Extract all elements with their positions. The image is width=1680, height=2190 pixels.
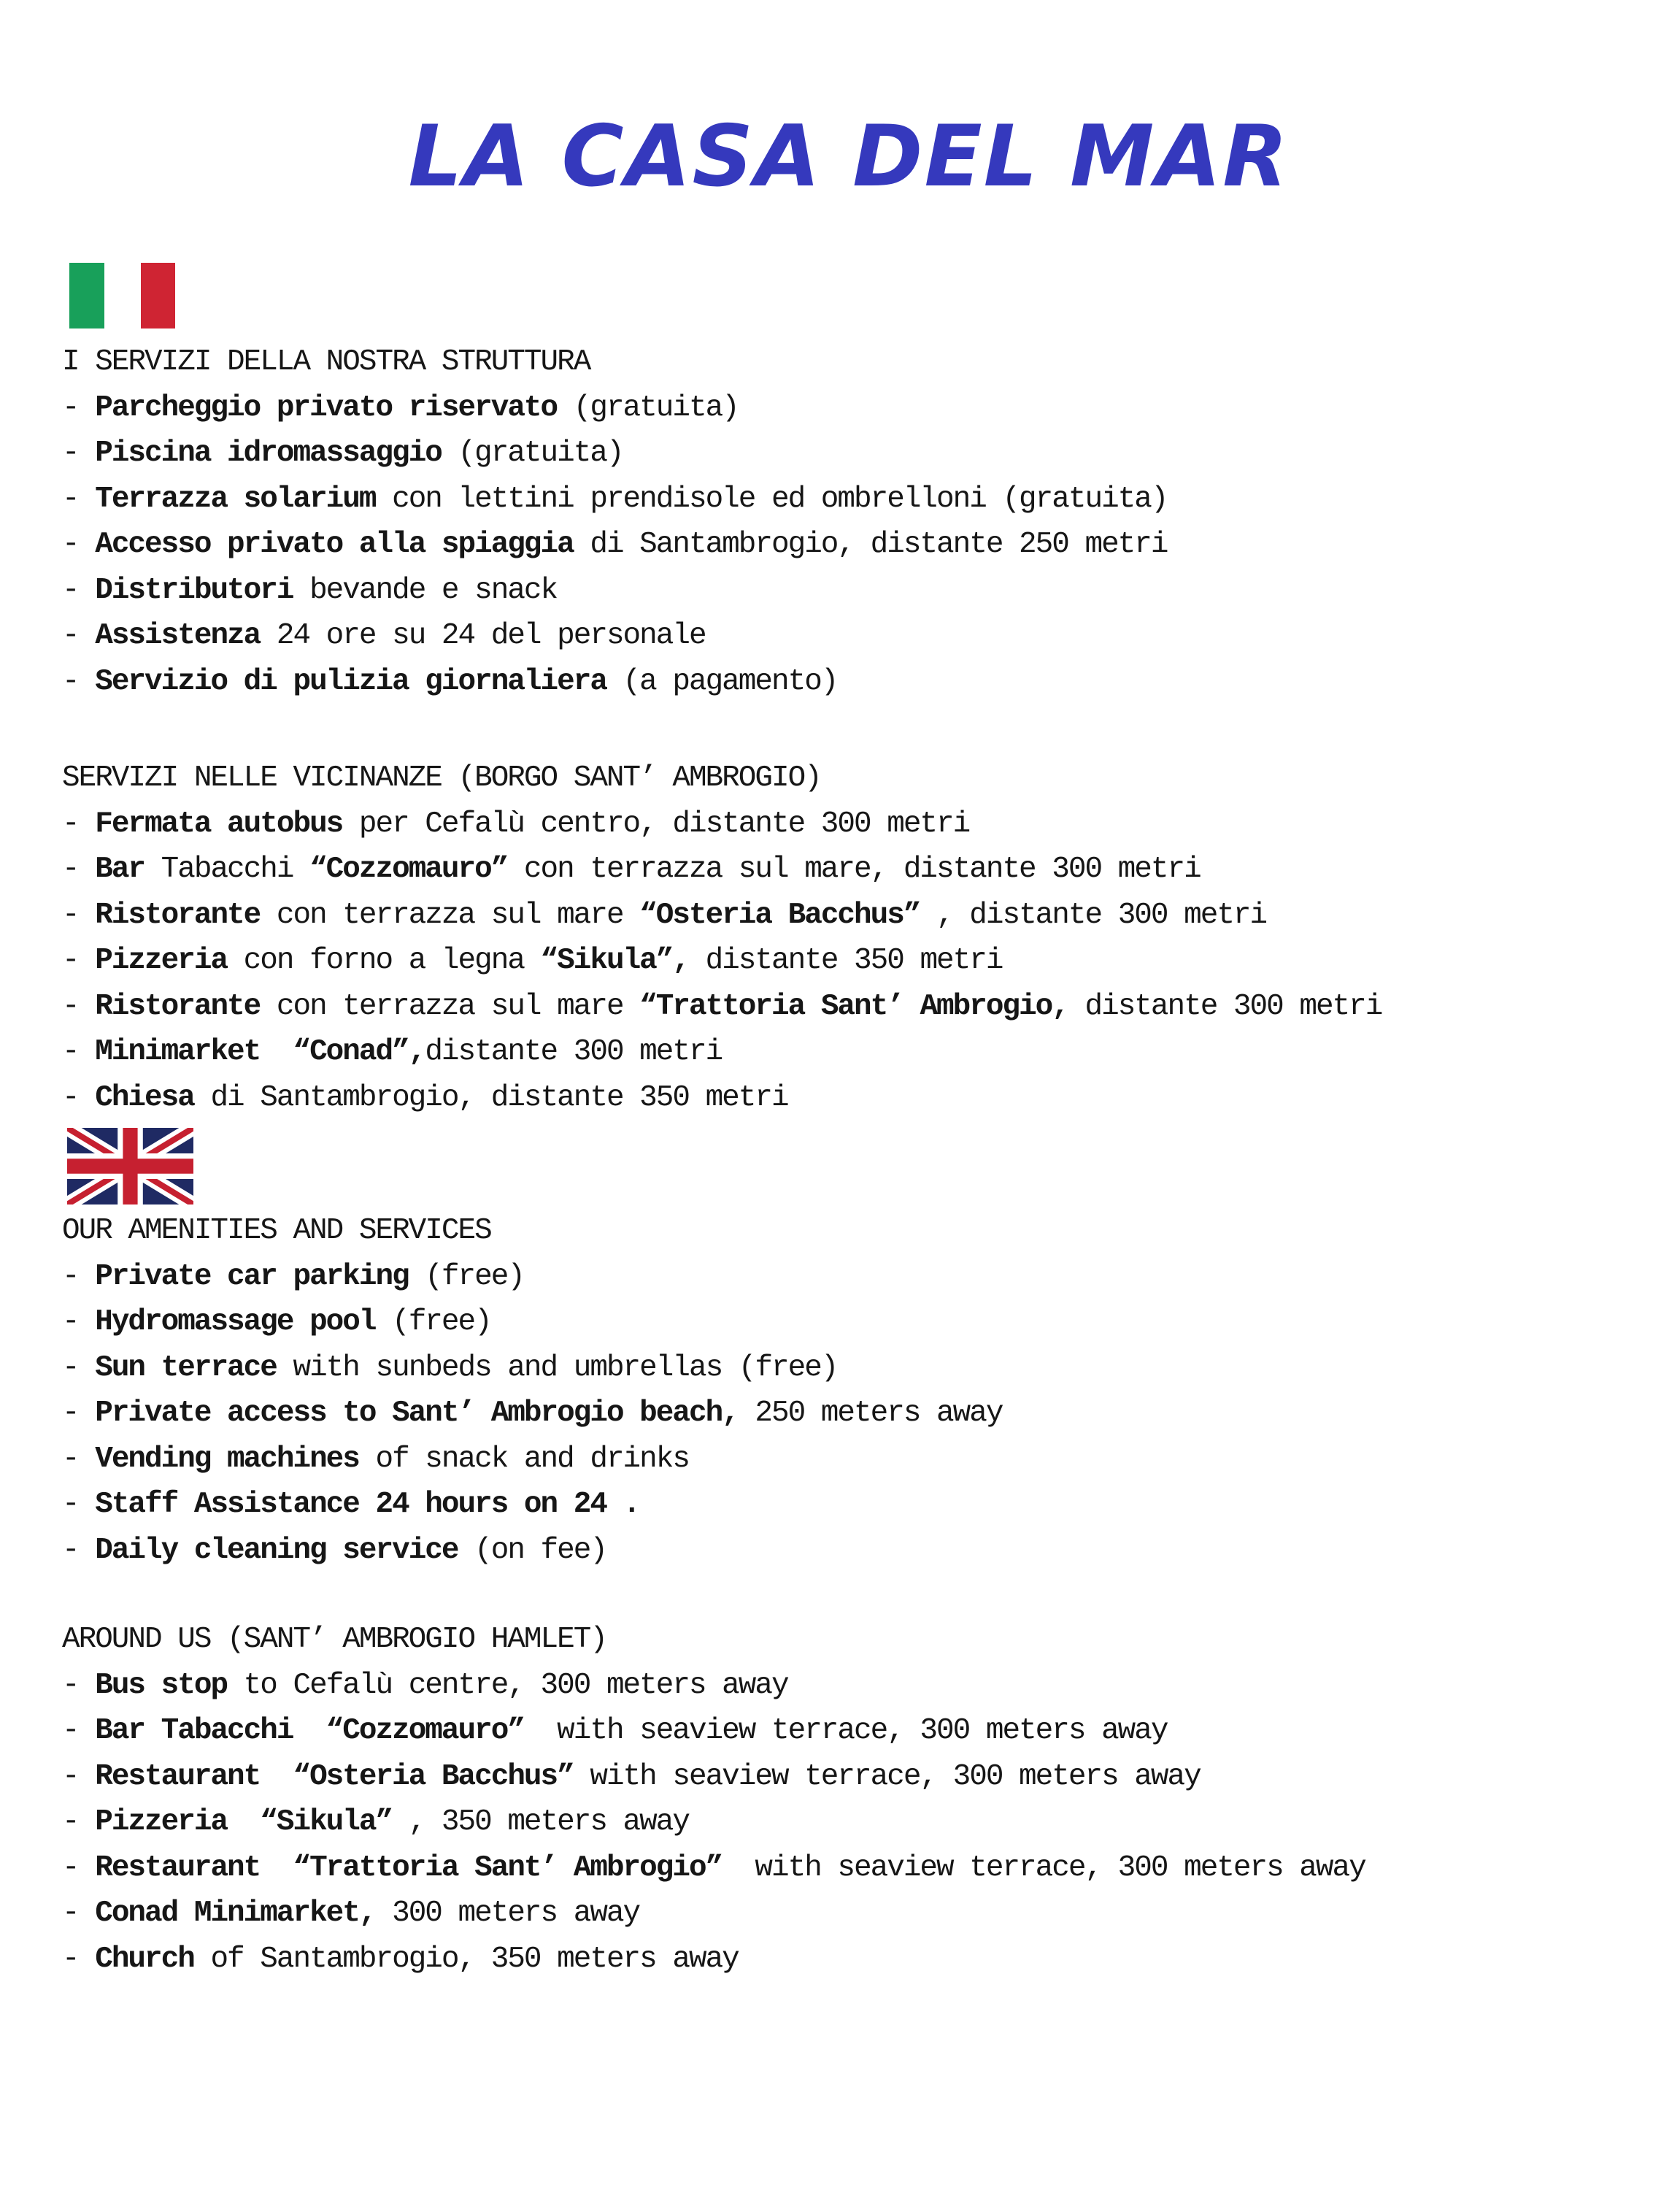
list-item-text: Distributori	[95, 573, 293, 607]
list-bullet: -	[62, 1714, 96, 1748]
list-item	[62, 1075, 1680, 1121]
list-bullet: -	[62, 989, 96, 1023]
list-item-text: Piscina idromassaggio	[95, 437, 442, 470]
list-item-text: to Cefalù centre, 300 meters away	[227, 1668, 788, 1702]
list-bullet: -	[62, 898, 96, 932]
list-bullet: -	[62, 391, 96, 425]
list-item-text: distante 300 metri	[425, 1035, 723, 1069]
list-item-text: Staff Assistance 24 hours on 24 .	[95, 1488, 640, 1521]
list-bullet: -	[62, 437, 96, 470]
italy-flag-green-stripe	[69, 263, 104, 328]
list-bullet: -	[62, 807, 96, 841]
list-item-text: with sunbeds and umbrellas (free)	[276, 1350, 838, 1385]
list-item	[62, 1937, 1680, 1983]
list-item-text: “Trattoria Sant’ Ambrogio,	[639, 989, 1068, 1023]
list-item-text: Pizzeria	[95, 944, 228, 977]
list-item-text: Restaurant “Trattoria Sant’ Ambrogio”	[95, 1851, 723, 1885]
section-item-list	[62, 802, 1680, 1121]
list-item-text: Ristorante	[95, 898, 261, 932]
list-item-text: Vending machines	[95, 1442, 359, 1476]
list-item-text: di Santambrogio, distante 350 metri	[193, 1080, 788, 1115]
list-bullet: -	[62, 528, 96, 561]
list-item-text: Servizio di pulizia giornaliera	[95, 664, 606, 699]
list-bullet: -	[62, 619, 96, 653]
list-bullet: -	[62, 664, 96, 699]
list-item	[62, 477, 1680, 523]
section-heading: AROUND US (SANT’ AMBROGIO HAMLET)	[62, 1623, 606, 1656]
list-item-text: (on fee)	[458, 1533, 606, 1567]
list-item	[62, 1345, 1680, 1391]
list-item-text: Chiesa	[95, 1080, 194, 1115]
list-item-text: (a pagamento)	[606, 664, 838, 699]
list-item-text: con lettini prendisole ed ombrelloni (gratuita)	[375, 482, 1168, 516]
list-item-text: , 350 meters away	[392, 1805, 689, 1839]
list-item-text: Sun terrace	[95, 1350, 277, 1385]
list-bullet: -	[62, 944, 96, 977]
list-item-text: distante 300 metri	[1068, 989, 1382, 1023]
section-it-nearby	[62, 756, 1680, 1121]
list-item-text: “Cozzomauro”	[309, 853, 508, 886]
list-item-text: Conad Minimarket,	[95, 1897, 376, 1930]
uk-flag-icon	[67, 1128, 193, 1204]
list-bullet: -	[62, 1035, 96, 1069]
list-item-text: Terrazza solarium	[95, 482, 376, 516]
italy-flag-white-stripe	[104, 263, 141, 328]
list-item	[62, 522, 1680, 568]
list-item-text: Bar	[95, 853, 145, 886]
list-item	[62, 1482, 1680, 1528]
list-item	[62, 1845, 1680, 1891]
list-item	[62, 1708, 1680, 1754]
list-item-text: Tabacchi	[145, 853, 310, 886]
list-item	[62, 568, 1680, 614]
list-bullet: -	[62, 1080, 96, 1115]
list-item-text: , distante 300 metri	[920, 898, 1267, 932]
list-item	[62, 613, 1680, 659]
list-item	[62, 659, 1680, 705]
section-en-services	[62, 1208, 1680, 1573]
list-item-text: con terrazza sul mare	[260, 989, 640, 1023]
list-item-text: (gratuita)	[441, 437, 623, 470]
list-item	[62, 431, 1680, 477]
italy-flag-icon	[69, 263, 175, 328]
list-bullet: -	[62, 482, 96, 516]
section-heading: SERVIZI NELLE VICINANZE (BORGO SANT’ AMBROGIO)	[62, 761, 821, 795]
list-bullet: -	[62, 1759, 96, 1794]
list-item-text: Fermata autobus	[95, 807, 343, 841]
list-item	[62, 1528, 1680, 1574]
list-item-text: Restaurant “Osteria Bacchus”	[95, 1759, 574, 1794]
list-bullet: -	[62, 1897, 96, 1930]
list-item	[62, 802, 1680, 848]
list-item-text: 24 ore su 24 del personale	[260, 619, 706, 653]
list-item	[62, 1029, 1680, 1075]
list-item-text: “Osteria Bacchus”	[639, 898, 920, 932]
section-en-around	[62, 1617, 1680, 1982]
list-bullet: -	[62, 1668, 96, 1702]
list-item	[62, 1437, 1680, 1483]
list-item	[62, 385, 1680, 431]
list-item-text: with seaview terrace, 300 meters away	[722, 1851, 1365, 1885]
list-bullet: -	[62, 1488, 96, 1521]
list-item-text: (free)	[375, 1305, 491, 1339]
list-bullet: -	[62, 1305, 96, 1339]
list-bullet: -	[62, 1259, 96, 1294]
list-bullet: -	[62, 1350, 96, 1385]
list-item-text: Parcheggio privato riservato	[95, 391, 558, 425]
list-item-text: (free)	[408, 1259, 524, 1294]
list-item-text: Church	[95, 1942, 194, 1976]
list-item-text: di Santambrogio, distante 250 metri	[573, 528, 1168, 561]
list-item	[62, 1799, 1680, 1845]
list-item-text: (gratuita)	[557, 391, 739, 425]
italy-flag-red-stripe	[141, 263, 175, 328]
section-item-list	[62, 1254, 1680, 1574]
list-item-text: 250 meters away	[738, 1396, 1003, 1430]
list-item-text: bevande e snack	[293, 573, 558, 607]
list-item	[62, 1391, 1680, 1437]
list-item	[62, 847, 1680, 893]
list-item	[62, 1299, 1680, 1345]
page-title: LA CASA DEL MAR	[408, 107, 1290, 206]
list-item-text: Bus stop	[95, 1668, 228, 1702]
list-item-text: Hydromassage pool	[95, 1305, 376, 1339]
section-heading: I SERVIZI DELLA NOSTRA STRUTTURA	[62, 345, 590, 379]
list-item-text: per Cefalù centro, distante 300 metri	[342, 807, 970, 841]
list-bullet: -	[62, 1396, 96, 1430]
list-item-text: con forno a legna	[227, 944, 541, 977]
list-bullet: -	[62, 1805, 96, 1839]
list-item	[62, 1891, 1680, 1937]
section-item-list	[62, 385, 1680, 705]
section-heading: OUR AMENITIES AND SERVICES	[62, 1214, 491, 1248]
list-bullet: -	[62, 853, 96, 886]
list-item-text: distante 350 metri	[688, 944, 1003, 977]
list-item-text: with seaview terrace, 300 meters away	[573, 1759, 1201, 1794]
list-item-text: Minimarket “Conad”,	[95, 1035, 425, 1069]
list-item-text: Assistenza	[95, 619, 261, 653]
list-item-text: Private access to Sant’ Ambrogio beach,	[95, 1396, 739, 1430]
list-item-text: Bar Tabacchi “Cozzomauro”	[95, 1714, 524, 1748]
list-item-text: Private car parking	[95, 1259, 409, 1294]
list-item-text: Ristorante	[95, 989, 261, 1023]
section-item-list	[62, 1663, 1680, 1983]
list-item-text: con terrazza sul mare	[260, 898, 640, 932]
list-item-text: “Sikula”,	[540, 944, 689, 977]
list-bullet: -	[62, 1851, 96, 1885]
list-item-text: 300 meters away	[375, 1897, 640, 1930]
list-bullet: -	[62, 1442, 96, 1476]
list-item	[62, 893, 1680, 939]
list-item	[62, 1663, 1680, 1709]
list-item	[62, 938, 1680, 984]
list-item-text: Accesso privato alla spiaggia	[95, 528, 574, 561]
list-item-text: of snack and drinks	[358, 1442, 689, 1476]
list-item-text: con terrazza sul mare, distante 300 metri	[507, 853, 1201, 886]
list-item-text: Pizzeria “Sikula”	[95, 1805, 393, 1839]
list-item-text: with seaview terrace, 300 meters away	[523, 1714, 1168, 1748]
list-item	[62, 1254, 1680, 1300]
section-it-services	[62, 339, 1680, 704]
list-bullet: -	[62, 573, 96, 607]
list-bullet: -	[62, 1942, 96, 1976]
list-item-text: Daily cleaning service	[95, 1533, 458, 1567]
list-item	[62, 984, 1680, 1030]
list-bullet: -	[62, 1533, 96, 1567]
list-item-text: of Santambrogio, 350 meters away	[193, 1942, 739, 1976]
list-item	[62, 1754, 1680, 1800]
